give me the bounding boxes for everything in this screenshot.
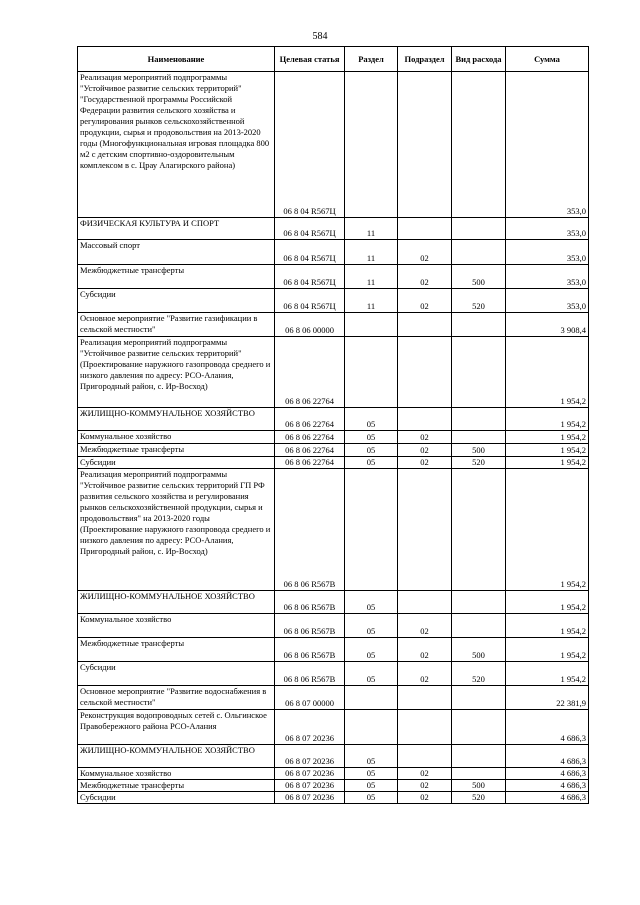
cell-section: 05 — [345, 638, 398, 662]
cell-target: 06 8 06 R567В — [275, 614, 345, 638]
cell-target: 06 8 06 22764 — [275, 408, 345, 431]
cell-expense — [452, 337, 506, 408]
cell-name: Субсидии — [78, 792, 275, 804]
table-row — [78, 289, 589, 313]
table-row — [78, 313, 589, 337]
cell-sum: 4 686,3 — [506, 792, 589, 804]
cell-section: 05 — [345, 431, 398, 444]
cell-expense — [452, 240, 506, 265]
cell-section: 05 — [345, 745, 398, 768]
cell-target: 06 8 06 22764 — [275, 337, 345, 408]
table-row — [78, 408, 589, 431]
cell-expense — [452, 431, 506, 444]
cell-subsection — [398, 313, 452, 337]
cell-sum: 3 908,4 — [506, 313, 589, 337]
cell-target: 06 8 04 R567Ц — [275, 265, 345, 289]
cell-subsection: 02 — [398, 638, 452, 662]
table-row — [78, 614, 589, 638]
cell-sum: 353,0 — [506, 218, 589, 240]
col-header-sum: Сумма — [506, 47, 589, 72]
cell-section: 11 — [345, 289, 398, 313]
cell-sum: 353,0 — [506, 240, 589, 265]
cell-name: Субсидии — [78, 457, 275, 469]
cell-subsection — [398, 218, 452, 240]
table-row — [78, 337, 589, 408]
table-row — [78, 469, 589, 591]
cell-sum: 1 954,2 — [506, 444, 589, 457]
cell-expense: 520 — [452, 457, 506, 469]
cell-expense — [452, 72, 506, 218]
page-number: 584 — [312, 31, 328, 42]
cell-target: 06 8 07 20236 — [275, 710, 345, 745]
cell-target: 06 8 07 20236 — [275, 780, 345, 792]
table-row — [78, 265, 589, 289]
cell-target: 06 8 06 R567В — [275, 638, 345, 662]
cell-sum: 1 954,2 — [506, 337, 589, 408]
cell-name: Массовый спорт — [78, 240, 275, 265]
col-header-subsection: Подраздел — [398, 47, 452, 72]
cell-expense: 500 — [452, 780, 506, 792]
cell-section — [345, 72, 398, 218]
cell-sum: 22 381,9 — [506, 686, 589, 710]
cell-target: 06 8 06 00000 — [275, 313, 345, 337]
cell-name: Коммунальное хозяйство — [78, 614, 275, 638]
cell-subsection — [398, 745, 452, 768]
cell-section: 05 — [345, 792, 398, 804]
table-row — [78, 662, 589, 686]
cell-expense — [452, 408, 506, 431]
cell-subsection — [398, 591, 452, 614]
cell-subsection: 02 — [398, 780, 452, 792]
cell-sum: 353,0 — [506, 72, 589, 218]
cell-expense — [452, 710, 506, 745]
cell-subsection — [398, 72, 452, 218]
cell-name: Межбюджетные трансферты — [78, 780, 275, 792]
table-row — [78, 444, 589, 457]
table-row — [78, 768, 589, 780]
cell-section — [345, 710, 398, 745]
cell-subsection — [398, 686, 452, 710]
cell-section: 05 — [345, 614, 398, 638]
cell-subsection: 02 — [398, 431, 452, 444]
cell-subsection: 02 — [398, 792, 452, 804]
cell-target: 06 8 06 R567В — [275, 662, 345, 686]
cell-name: Коммунальное хозяйство — [78, 768, 275, 780]
table-row — [78, 792, 589, 804]
cell-subsection — [398, 469, 452, 591]
cell-section — [345, 686, 398, 710]
cell-sum: 1 954,2 — [506, 638, 589, 662]
cell-sum: 4 686,3 — [506, 780, 589, 792]
cell-subsection — [398, 408, 452, 431]
cell-section — [345, 337, 398, 408]
cell-subsection — [398, 337, 452, 408]
cell-name: Реконструкция водопроводных сетей с. Ольгинское Правобережного района РСО-Алания — [78, 710, 275, 745]
cell-name: Межбюджетные трансферты — [78, 265, 275, 289]
cell-target: 06 8 06 R567В — [275, 591, 345, 614]
cell-section — [345, 469, 398, 591]
cell-subsection: 02 — [398, 289, 452, 313]
cell-sum: 1 954,2 — [506, 614, 589, 638]
cell-expense: 500 — [452, 444, 506, 457]
cell-section: 05 — [345, 768, 398, 780]
cell-target: 06 8 06 22764 — [275, 457, 345, 469]
cell-sum: 4 686,3 — [506, 710, 589, 745]
table-row — [78, 240, 589, 265]
cell-sum: 1 954,2 — [506, 431, 589, 444]
table-row — [78, 638, 589, 662]
cell-sum: 4 686,3 — [506, 768, 589, 780]
col-header-section: Раздел — [345, 47, 398, 72]
table-row — [78, 431, 589, 444]
cell-target: 06 8 06 R567В — [275, 469, 345, 591]
table-row — [78, 780, 589, 792]
table-row — [78, 686, 589, 710]
cell-section: 05 — [345, 444, 398, 457]
cell-expense — [452, 218, 506, 240]
cell-target: 06 8 04 R567Ц — [275, 218, 345, 240]
cell-name: ЖИЛИЩНО-КОММУНАЛЬНОЕ ХОЗЯЙСТВО — [78, 745, 275, 768]
cell-target: 06 8 04 R567Ц — [275, 240, 345, 265]
cell-subsection: 02 — [398, 457, 452, 469]
cell-target: 06 8 04 R567Ц — [275, 72, 345, 218]
table-header — [78, 47, 589, 72]
cell-name: Субсидии — [78, 662, 275, 686]
cell-expense: 520 — [452, 792, 506, 804]
cell-expense: 520 — [452, 289, 506, 313]
cell-sum: 1 954,2 — [506, 662, 589, 686]
cell-expense — [452, 614, 506, 638]
table-row — [78, 710, 589, 745]
cell-name: ФИЗИЧЕСКАЯ КУЛЬТУРА И СПОРТ — [78, 218, 275, 240]
cell-target: 06 8 06 22764 — [275, 444, 345, 457]
cell-subsection: 02 — [398, 614, 452, 638]
cell-expense — [452, 469, 506, 591]
cell-name: Межбюджетные трансферты — [78, 638, 275, 662]
cell-name: Основное мероприятие "Развитие газификации в сельской местности" — [78, 313, 275, 337]
cell-expense — [452, 768, 506, 780]
cell-subsection — [398, 710, 452, 745]
cell-target: 06 8 06 22764 — [275, 431, 345, 444]
table-row — [78, 218, 589, 240]
cell-name: ЖИЛИЩНО-КОММУНАЛЬНОЕ ХОЗЯЙСТВО — [78, 408, 275, 431]
cell-expense: 500 — [452, 265, 506, 289]
cell-name: Реализация мероприятий подпрограммы "Устойчивое развитие сельских территорий" (Проектирование наружного газопровода среднего и низкого давления по адресу: РСО-Алания, Пригородный район, с. Ир-Восход) — [78, 337, 275, 408]
cell-sum: 353,0 — [506, 265, 589, 289]
cell-target: 06 8 07 20236 — [275, 768, 345, 780]
cell-target: 06 8 07 00000 — [275, 686, 345, 710]
table-row — [78, 591, 589, 614]
cell-name: Реализация мероприятий подпрограммы "Устойчивое развитие сельских территорий" "Государственной программы Российской Федерации развития сельского хозяйства и регулирования рынков сельскохозяйственной продукции, сырья и продовольствия на 2013-2020 годы (Многофункциональная игровая площадка 800 м2 с детским спортивно-оздоровительным комплексом в с. Црау Алагирского района) — [78, 72, 275, 218]
cell-expense — [452, 313, 506, 337]
cell-subsection: 02 — [398, 240, 452, 265]
cell-subsection: 02 — [398, 662, 452, 686]
cell-expense — [452, 745, 506, 768]
cell-sum: 4 686,3 — [506, 745, 589, 768]
cell-section: 05 — [345, 780, 398, 792]
cell-sum: 1 954,2 — [506, 591, 589, 614]
cell-subsection: 02 — [398, 444, 452, 457]
cell-sum: 1 954,2 — [506, 408, 589, 431]
table-row — [78, 457, 589, 469]
cell-target: 06 8 04 R567Ц — [275, 289, 345, 313]
table-row — [78, 72, 589, 218]
table-row — [78, 745, 589, 768]
cell-section: 05 — [345, 662, 398, 686]
cell-sum: 353,0 — [506, 289, 589, 313]
col-header-name: Наименование — [78, 47, 275, 72]
cell-name: Реализация мероприятий подпрограммы "Устойчивое развитие сельских территорий ГП РФ развития сельского хозяйства и регулирования рынков сельскохозяйственной продукции, сырья и продовольствия" на 2013-2020 годы (Проектирование наружного газопровода среднего и низкого давления по адресу: РСО-Алания, Пригородный район, с. Ир-Восход) — [78, 469, 275, 591]
cell-section: 11 — [345, 240, 398, 265]
cell-expense — [452, 591, 506, 614]
col-header-target: Целевая статья — [275, 47, 345, 72]
cell-target: 06 8 07 20236 — [275, 745, 345, 768]
cell-name: Основное мероприятие "Развитие водоснабжения в сельской местности" — [78, 686, 275, 710]
cell-section: 11 — [345, 218, 398, 240]
cell-expense — [452, 686, 506, 710]
cell-section: 05 — [345, 408, 398, 431]
cell-expense: 520 — [452, 662, 506, 686]
cell-target: 06 8 07 20236 — [275, 792, 345, 804]
cell-sum: 1 954,2 — [506, 457, 589, 469]
cell-section: 05 — [345, 457, 398, 469]
cell-name: ЖИЛИЩНО-КОММУНАЛЬНОЕ ХОЗЯЙСТВО — [78, 591, 275, 614]
cell-section: 05 — [345, 591, 398, 614]
cell-name: Коммунальное хозяйство — [78, 431, 275, 444]
col-header-expense: Вид расхода — [452, 47, 506, 72]
cell-section — [345, 313, 398, 337]
cell-subsection: 02 — [398, 265, 452, 289]
cell-section: 11 — [345, 265, 398, 289]
cell-name: Субсидии — [78, 289, 275, 313]
cell-expense: 500 — [452, 638, 506, 662]
cell-sum: 1 954,2 — [506, 469, 589, 591]
cell-name: Межбюджетные трансферты — [78, 444, 275, 457]
cell-subsection: 02 — [398, 768, 452, 780]
budget-table — [77, 46, 589, 804]
